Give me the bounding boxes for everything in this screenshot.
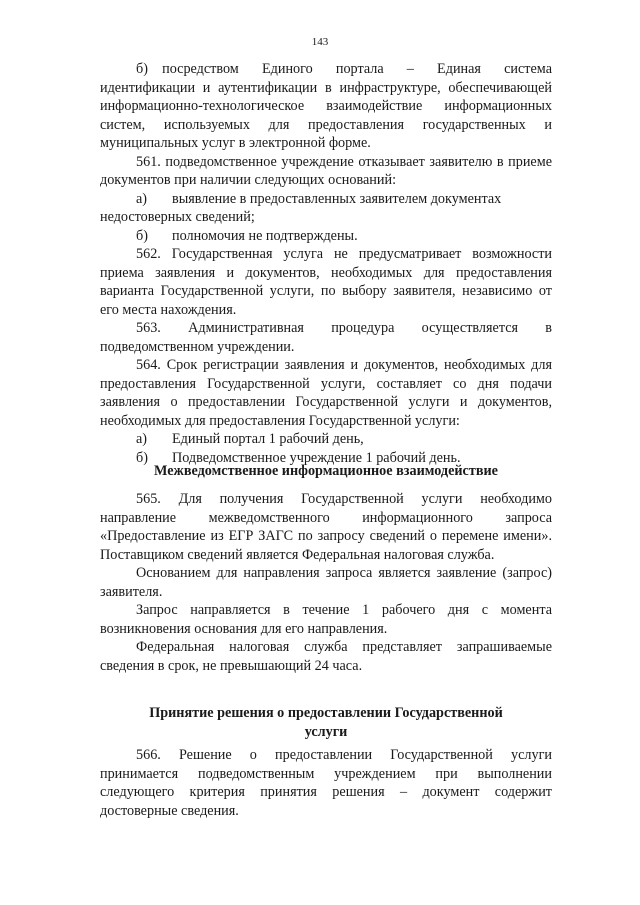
section-interagency [100,490,552,675]
list-item-text: Единый портал 1 рабочий день, [172,431,364,447]
list-item-text: выявление в предоставленных заявителем документах [172,190,502,207]
paragraph-request-basis: Основанием для направления запроса является заявление (запрос) заявителя. [100,565,552,600]
list-marker: а) [136,431,148,447]
heading-decision [100,704,552,741]
list-marker: а) [136,190,148,207]
list-marker: б) [136,227,148,244]
list-item-561a [100,190,552,209]
list-item-564a [100,430,552,449]
section-provision-rules [100,60,552,467]
paragraph-566: 566. Решение о предоставлении Государственной услуги принимается подведомственным учреждением при выполнении следующего критерия принятия решения – документ содержит достоверные сведения. [100,747,552,819]
paragraph-562: 562. Государственная услуга не предусматривает возможности приема заявления и документов, необходимых для предоставления варианта Государственной услуги, по выбору заявителя, независимо от его места нахождения. [100,246,552,318]
paragraph-565: 565. Для получения Государственной услуги необходимо направление межведомственного информационного запроса «Предоставление из ЕГР ЗАГС по запросу сведений о перемене имени». Поставщиком сведений является Федеральная налоговая служба. [100,491,552,563]
list-item-text: Подведомственное учреждение 1 рабочий день. [172,449,461,466]
list-marker: б) [136,449,148,466]
paragraph-561: 561. подведомственное учреждение отказывает заявителю в приеме документов при наличии следующих оснований: [100,153,552,188]
list-item-561b [100,227,552,246]
paragraph-request-timing: Запрос направляется в течение 1 рабочего дня с момента возникновения основания для его направления. [100,602,552,637]
paragraph-fns-response: Федеральная налоговая служба представляет запрашиваемые сведения в срок, не превышающий 24 часа. [100,639,552,674]
section-decision [100,746,552,820]
paragraph-564: 564. Срок регистрации заявления и документов, необходимых для предоставления Государственной услуги, составляет со дня подачи заявления о предоставлении Государственной услуги и документов, необходимых для предоставления Государственной услуги: [100,357,552,429]
page-number: 143 [311,36,329,48]
list-item-561a-continuation: недостоверных сведений; [100,209,255,225]
list-item-text: полномочия не подтверждены. [172,227,358,244]
paragraph-portal-submission: б) посредством Единого портала – Единая система идентификации и аутентификации в инфраструктуре, обеспечивающей информационно-технологическое взаимодействие информационных систем, используемых для предоставления государственных и муниципальных услуг в электронной форме. [100,61,552,151]
heading-interagency: Межведомственное информационное взаимодействие [154,463,498,479]
paragraph-563: 563. Административная процедура осуществляется в подведомственном учреждении. [100,320,552,355]
heading-decision-line2: услуги [304,723,348,740]
heading-decision-line1: Принятие решения о предоставлении Государственной [149,705,503,721]
